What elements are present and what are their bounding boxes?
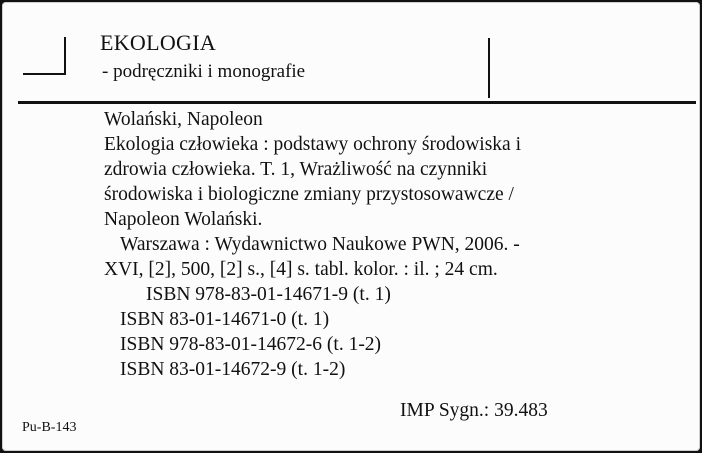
title-line: zdrowia człowieka. T. 1, Wrażliwość na czynniki (104, 159, 488, 180)
subject-subdivision: - podręczniki i monografie (102, 61, 306, 82)
imprint-line: Warszawa : Wydawnictwo Naukowe PWN, 2006. - (120, 234, 520, 255)
corner-tab-mark (23, 37, 66, 75)
heading-divider-vertical (488, 38, 490, 98)
isbn-line: ISBN 978-83-01-14671-9 (t. 1) (146, 284, 391, 305)
imprint-line: XVI, [2], 500, [2] s., [4] s. tabl. kolor. : il. ; 24 cm. (104, 259, 498, 280)
shelfmark: IMP Sygn.: 39.483 (400, 400, 548, 421)
isbn-line: ISBN 83-01-14671-0 (t. 1) (120, 309, 330, 330)
heading-divider-horizontal (18, 101, 696, 104)
catalog-card (2, 2, 700, 451)
subject-heading: EKOLOGIA (100, 30, 217, 55)
isbn-line: ISBN 83-01-14672-9 (t. 1-2) (120, 359, 346, 380)
isbn-line: ISBN 978-83-01-14672-6 (t. 1-2) (120, 334, 382, 355)
title-line: Napoleon Wolański. (104, 209, 263, 230)
card-id: Pu-B-143 (22, 420, 77, 435)
record-body (104, 107, 694, 382)
author-line: Wolański, Napoleon (104, 109, 263, 130)
title-line: środowiska i biologiczne zmiany przystosowawcze / (104, 184, 514, 205)
title-line: Ekologia człowieka : podstawy ochrony środowiska i (104, 134, 521, 155)
